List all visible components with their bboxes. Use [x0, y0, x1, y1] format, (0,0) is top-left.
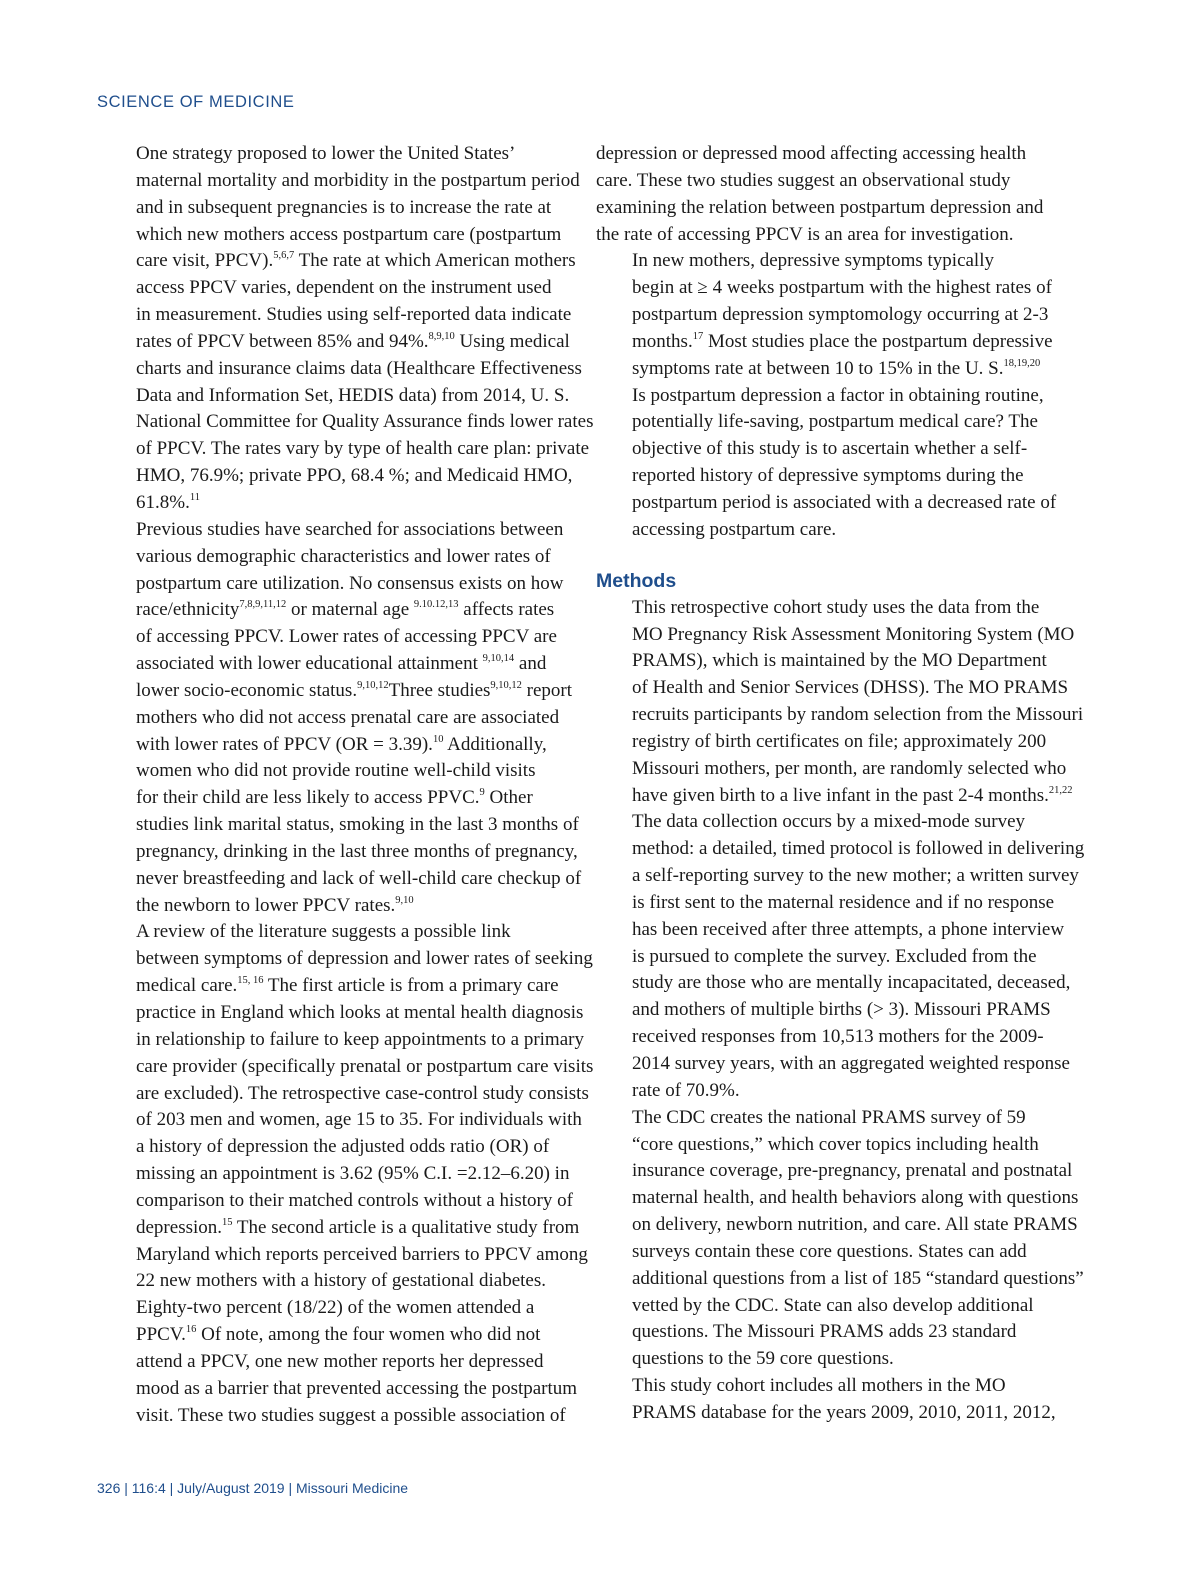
text-line: “core questions,” which cover topics including health [632, 1133, 1039, 1155]
text-line: the newborn to lower PPCV rates.$^{9,10}$ [136, 894, 414, 916]
text-line: studies link marital status, smoking in the last 3 months of [136, 814, 579, 836]
text-line: PPCV.$^{16}$ Of note, among the four women who did not [136, 1324, 541, 1346]
citation-superscript: 15, 16 [237, 975, 264, 987]
text-line: Eighty-two percent (18/22) of the women attended a [136, 1297, 535, 1319]
text-line: and in subsequent pregnancies is to increase the rate at [136, 196, 552, 218]
text-line: accessing postpartum care. [632, 518, 837, 540]
citation-superscript: 15 [222, 1216, 233, 1228]
citation-superscript: 21,22 [1048, 784, 1073, 796]
text-line: have given birth to a live infant in the past 2-4 months.$^{21,22}$ [632, 784, 1073, 806]
text-line: insurance coverage, pre-pregnancy, prenatal and postnatal [632, 1160, 1073, 1182]
text-line: 22 new mothers with a history of gestational diabetes. [136, 1270, 546, 1292]
paragraph [100, 919, 594, 1429]
text-line: of Health and Senior Services (DHSS). The MO PRAMS [632, 677, 1069, 699]
text-line: practice in England which looks at mental health diagnosis [136, 1002, 584, 1023]
citation-superscript: 17 [692, 330, 704, 342]
text-line: the rate of accessing PPCV is an area for investigation. [596, 223, 1014, 245]
page-footer: 326 | 116:4 | July/August 2019 | Missouri Medicine [97, 1480, 409, 1496]
section-header: SCIENCE OF MEDICINE [97, 93, 295, 111]
text-line: study are those who are mentally incapacitated, deceased, [632, 972, 1071, 994]
text-line: on delivery, newborn nutrition, and care. All state PRAMS [632, 1214, 1078, 1236]
text-line: Maryland which reports perceived barriers to PPCV among [136, 1243, 588, 1265]
text-line: months.$^{17}$ Most studies place the postpartum depressive [632, 330, 1053, 352]
text-line: vetted by the CDC. State can also develop additional [632, 1294, 1034, 1316]
text-line: of PPCV. The rates vary by type of health care plan: private [136, 438, 590, 460]
text-line: Missouri mothers, per month, are randomly selected who [632, 757, 1067, 779]
text-line: care. These two studies suggest an observational study [596, 169, 1011, 191]
text-line: depression.$^{15}$ The second article is a qualitative study from [136, 1216, 580, 1238]
text-line: rates of PPCV between 85% and 94%.$^{8,9,10}$ Using medical [136, 330, 570, 352]
left-column [100, 141, 594, 1430]
text-line: in measurement. Studies using self-reported data indicate [136, 304, 572, 326]
text-line: and mothers of multiple births (> 3). Missouri PRAMS [632, 999, 1051, 1021]
text-line: One strategy proposed to lower the United States’ [136, 143, 516, 164]
text-line: This retrospective cohort study uses the data from the [632, 596, 1040, 618]
citation-superscript: 9,10 [395, 894, 414, 906]
text-line: in relationship to failure to keep appointments to a primary [136, 1028, 584, 1050]
citation-superscript: 18,19,20 [1003, 357, 1041, 369]
text-line: potentially life-saving, postpartum medical care? The [632, 411, 1038, 433]
text-line: medical care.$^{15, 16}$ The first article is from a primary care [136, 975, 559, 997]
text-line: comparison to their matched controls without a history of [136, 1189, 573, 1211]
text-line: missing an appointment is 3.62 (95% C.I. =2.12–6.20) in [136, 1163, 570, 1185]
text-line: care visit, PPCV).$^{5,6,7}$ The rate at which American mothers [136, 250, 576, 272]
text-line: received responses from 10,513 mothers for the 2009- [632, 1026, 1044, 1048]
text-line: between symptoms of depression and lower rates of seeking [136, 948, 593, 970]
text-line: depression or depressed mood affecting accessing health [596, 143, 1027, 164]
text-line: a self-reporting survey to the new mother; a written survey [632, 865, 1079, 887]
citation-superscript: 9,10,14 [482, 653, 515, 665]
text-line: maternal mortality and morbidity in the postpartum period [136, 169, 580, 191]
citation-superscript: 9,10,12 [490, 679, 522, 691]
text-line: attend a PPCV, one new mother reports her depressed [136, 1350, 544, 1372]
text-line: women who did not provide routine well-child visits [136, 760, 536, 782]
text-line: for their child are less likely to access PPVC.$^9$ Other [136, 787, 533, 809]
citation-superscript: 10 [432, 733, 444, 745]
text-line: mood as a barrier that prevented accessing the postpartum [136, 1377, 578, 1399]
text-line: symptoms rate at between 10 to 15% in the U. S.$^{18,19,20}$ [632, 357, 1041, 379]
text-line: of accessing PPCV. Lower rates of accessing PPCV are [136, 626, 557, 648]
text-line: charts and insurance claims data (Healthcare Effectiveness [136, 357, 582, 379]
text-line: associated with lower educational attainment $^{9,10,14}$ and [136, 653, 547, 675]
text-line: visit. These two studies suggest a possible association of [136, 1404, 566, 1426]
paragraph [100, 517, 582, 920]
text-line: pregnancy, drinking in the last three months of pregnancy, [136, 840, 578, 862]
text-line: never breastfeeding and lack of well-child care checkup of [136, 867, 582, 889]
text-line: various demographic characteristics and lower rates of [136, 545, 551, 567]
text-line: postpartum period is associated with a decreased rate of [632, 491, 1057, 513]
text-line: A review of the literature suggests a possible link [136, 921, 511, 943]
paragraph [596, 141, 1068, 248]
text-line: PRAMS), which is maintained by the MO Department [632, 650, 1047, 672]
text-line: has been received after three attempts, a phone interview [632, 918, 1065, 940]
paragraph [100, 141, 594, 517]
text-line: examining the relation between postpartum depression and [596, 196, 1044, 218]
text-line: 2014 survey years, with an aggregated weighted response [632, 1053, 1070, 1074]
text-line: is first sent to the maternal residence and if no response [632, 891, 1055, 913]
text-line: begin at ≥ 4 weeks postpartum with the highest rates of [632, 277, 1052, 299]
paragraph [596, 1105, 1084, 1373]
text-line: reported history of depressive symptoms during the [632, 465, 1024, 487]
text-line: maternal health, and health behaviors along with questions [632, 1187, 1079, 1209]
text-line: The data collection occurs by a mixed-mode survey [632, 811, 1026, 833]
text-line: postpartum depression symptomology occurring at 2-3 [632, 304, 1049, 326]
citation-superscript: 9 [479, 787, 485, 799]
text-line: registry of birth certificates on file; approximately 200 [632, 730, 1047, 752]
text-line: race/ethnicity$^{7,8,9,11,12}$ or maternal age $^{9.10.12,13}$ affects rates [136, 599, 555, 621]
citation-superscript: 16 [185, 1324, 197, 1336]
text-line: access PPCV varies, dependent on the instrument used [136, 277, 552, 299]
text-line: Previous studies have searched for associations between [136, 518, 564, 540]
text-line: Is postpartum depression a factor in obtaining routine, [632, 384, 1044, 406]
text-line: a history of depression the adjusted odds ratio (OR) of [136, 1136, 550, 1158]
text-line: rate of 70.9%. [632, 1079, 740, 1101]
text-line: recruits participants by random selection from the Missouri [632, 704, 1084, 726]
text-line: additional questions from a list of 185 “standard questions” [632, 1267, 1084, 1289]
text-line: lower socio-economic status.$^{9,10,12}$Three studies$^{9,10,12}$ report [136, 679, 573, 701]
text-line: questions. The Missouri PRAMS adds 23 standard [632, 1321, 1017, 1343]
text-line: are excluded). The retrospective case-control study consists [136, 1082, 589, 1104]
text-line: 61.8%.$^{11}$ [136, 491, 200, 513]
text-line: care provider (specifically prenatal or postpartum care visits [136, 1055, 594, 1077]
text-line: objective of this study is to ascertain whether a self- [632, 438, 1028, 460]
text-line: In new mothers, depressive symptoms typically [632, 250, 994, 272]
text-line: National Committee for Quality Assurance finds lower rates [136, 411, 594, 433]
paragraph [596, 595, 1085, 1105]
citation-superscript: 5,6,7 [273, 250, 295, 262]
text-line: which new mothers access postpartum care (postpartum [136, 223, 562, 245]
text-line: This study cohort includes all mothers in the MO [632, 1375, 1006, 1397]
text-line: HMO, 76.9%; private PPO, 68.4 %; and Medicaid HMO, [136, 465, 573, 487]
citation-superscript: 7,8,9,11,12 [239, 599, 287, 611]
citation-superscript: 11 [189, 491, 200, 503]
text-line: method: a detailed, timed protocol is followed in delivering [632, 838, 1085, 860]
citation-superscript: 8,9,10 [428, 330, 455, 342]
text-line: of 203 men and women, age 15 to 35. For individuals with [136, 1109, 582, 1131]
paragraph [596, 1373, 1068, 1427]
methods-heading: Methods [596, 569, 677, 592]
text-line: mothers who did not access prenatal care are associated [136, 706, 560, 728]
text-line: MO Pregnancy Risk Assessment Monitoring System (MO [632, 623, 1075, 645]
text-line: Data and Information Set, HEDIS data) from 2014, U. S. [136, 384, 570, 406]
citation-superscript: 9,10,12 [357, 679, 389, 691]
text-line: with lower rates of PPCV (OR = 3.39).$^{10}$ Additionally, [136, 733, 547, 755]
text-line: questions to the 59 core questions. [632, 1348, 894, 1370]
paragraph [596, 248, 1068, 543]
text-line: is pursued to complete the survey. Excluded from the [632, 945, 1037, 967]
citation-superscript: 9.10.12,13 [413, 599, 459, 611]
text-line: surveys contain these core questions. States can add [632, 1240, 1027, 1262]
text-line: PRAMS database for the years 2009, 2010, 2011, 2012, [632, 1401, 1056, 1423]
text-line: The CDC creates the national PRAMS survey of 59 [632, 1106, 1026, 1128]
text-line: postpartum care utilization. No consensus exists on how [136, 572, 564, 594]
right-column [596, 141, 1085, 1427]
